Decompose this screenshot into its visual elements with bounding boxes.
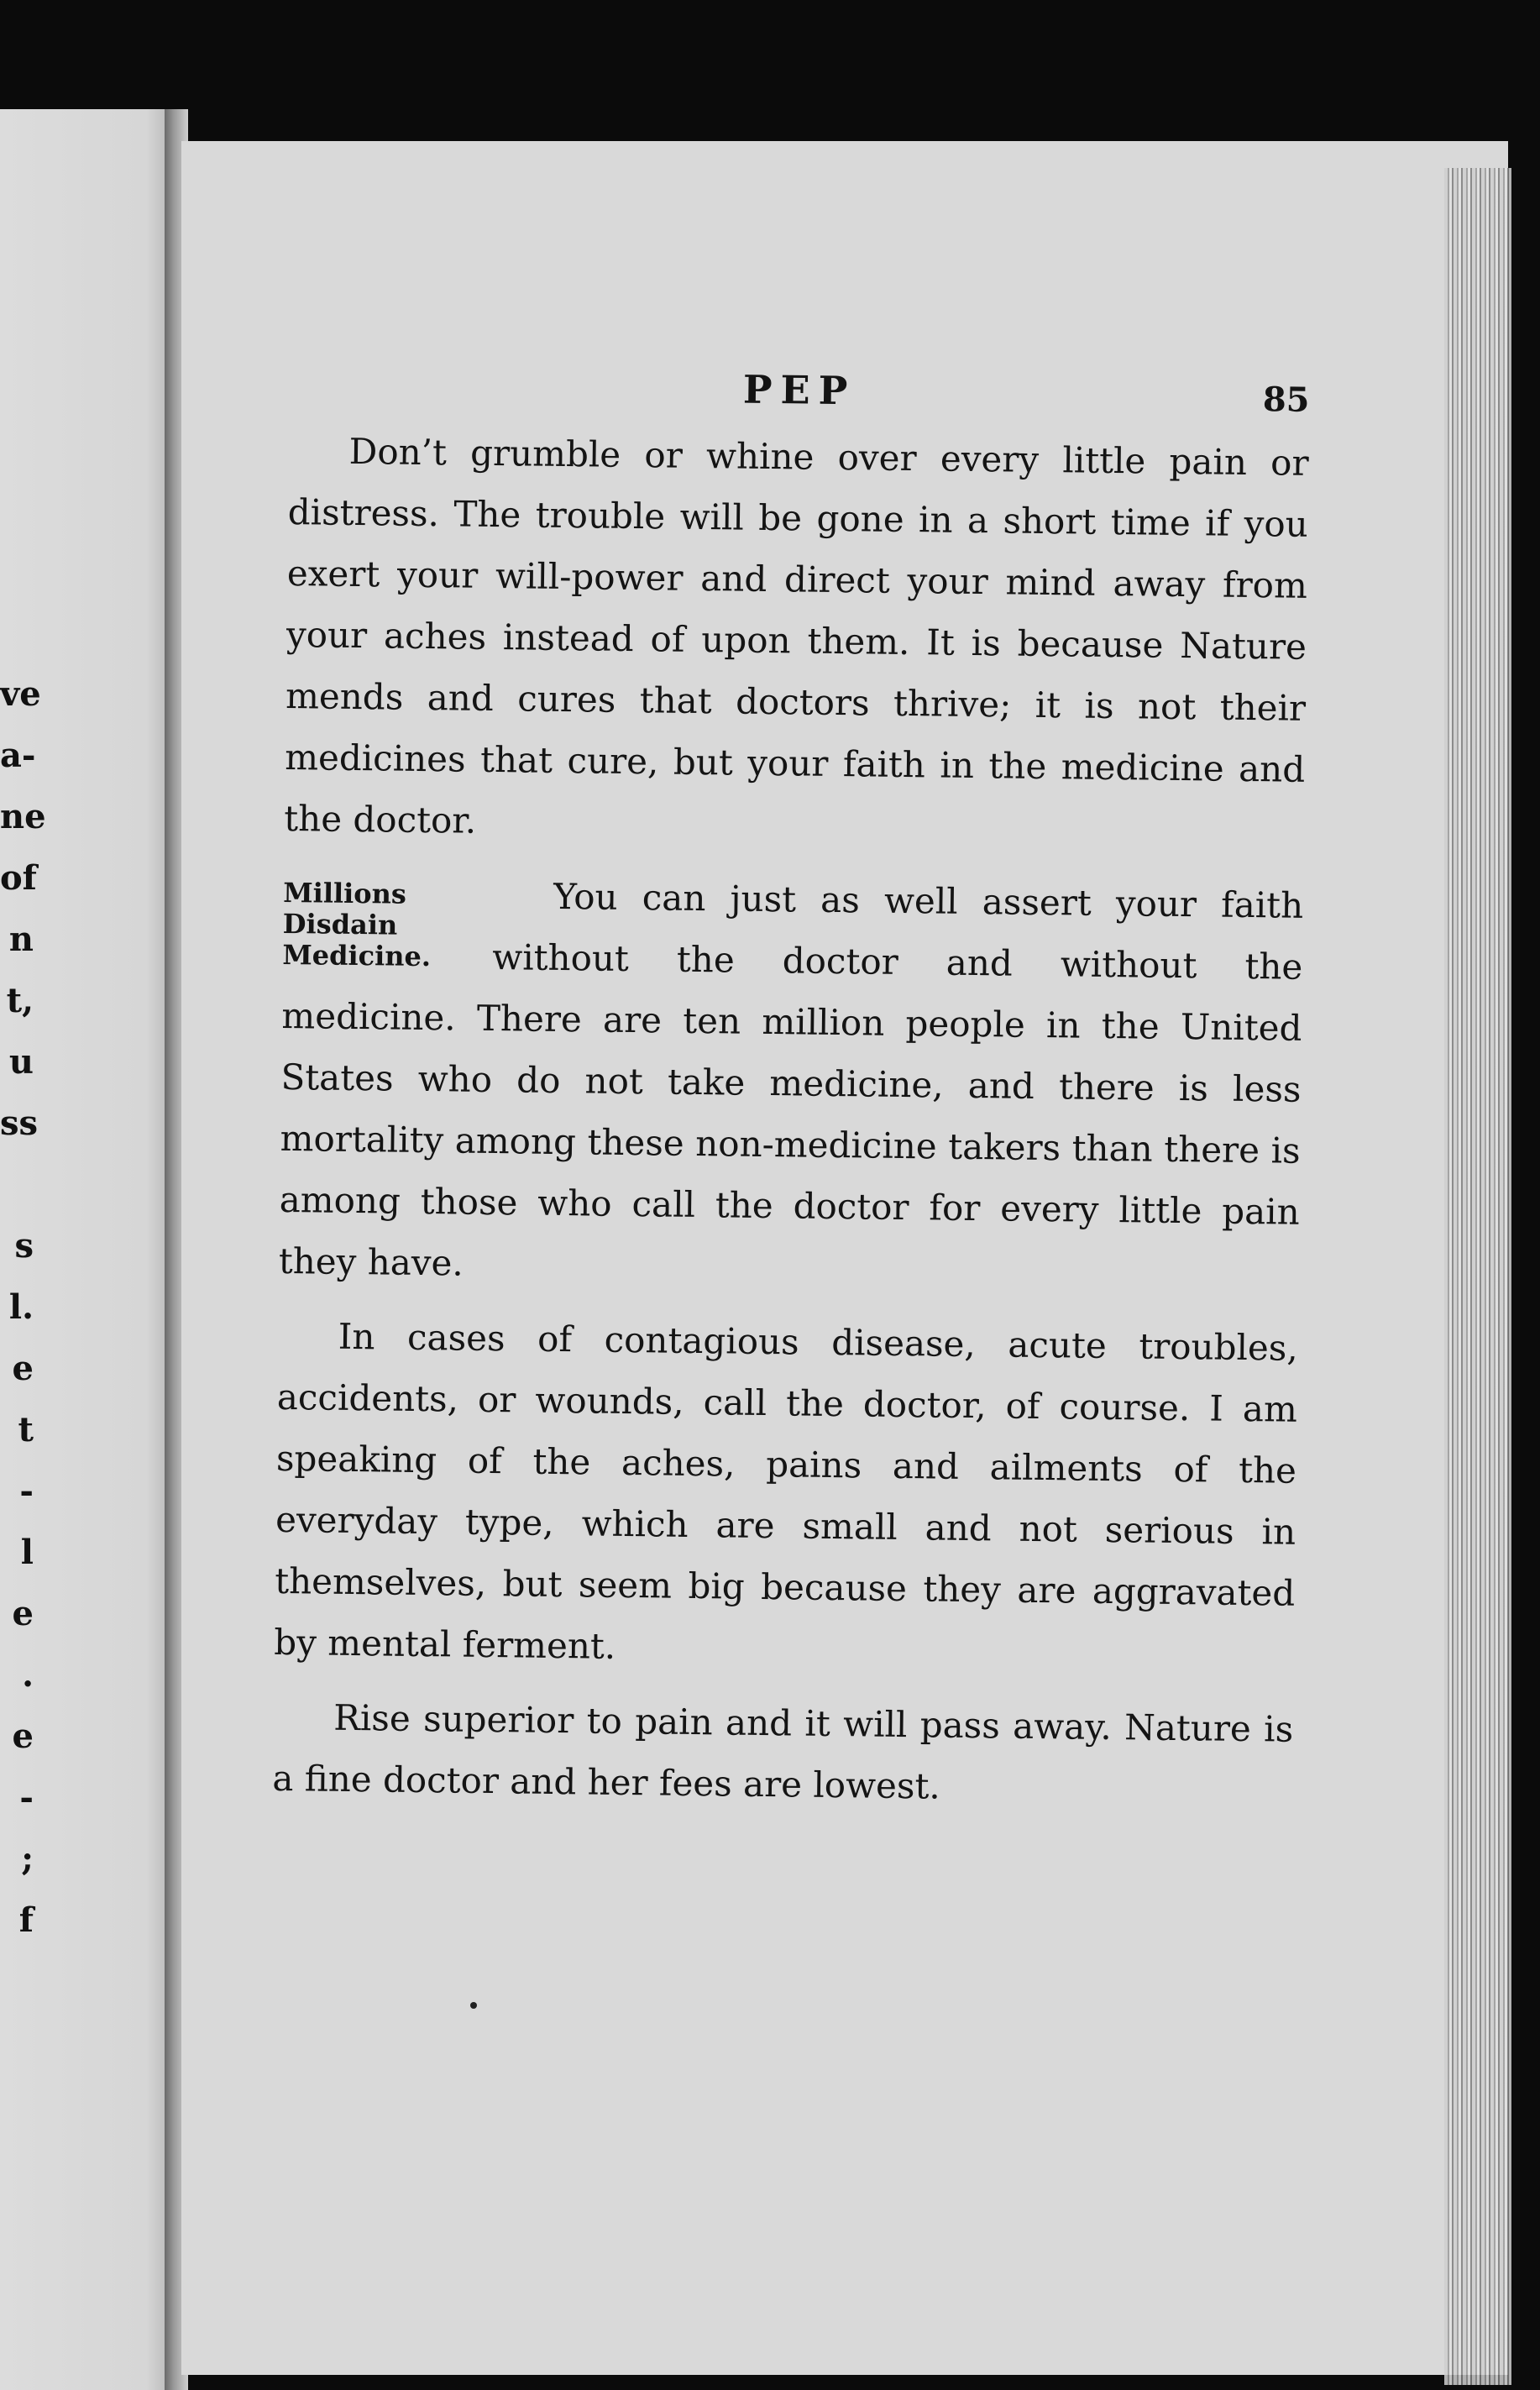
fragment: l. bbox=[8, 1287, 34, 1327]
sidenote-line: Millions bbox=[283, 876, 407, 910]
fragment: ve bbox=[0, 674, 41, 714]
fragment: e bbox=[12, 1594, 34, 1633]
paragraph-3: In cases of contagious disease, acute troubles, accidents, or wounds, call the doctor, of course. I am speaking of the aches, pains and ailments of the everyday type, which are small and not serious in themselves, but seem big because they are aggravated by mental ferment. bbox=[274, 1315, 1299, 1667]
paragraph-4: Rise superior to pain and it will pass away. Nature is a fine doctor and her fees are lowest. bbox=[272, 1696, 1294, 1807]
paragraph-1: Don’t grumble or whine over every little pain or distress. The trouble will be gone in a short time if you exert your will-power and direct your mind away from your aches instead of upon them. It is because Nature mends and cures that doctors thrive; it is not their medicines that cure, but your faith in the medicine and the doctor. bbox=[284, 430, 1309, 841]
fragment: t, bbox=[6, 981, 34, 1020]
fragment: ne bbox=[0, 797, 46, 836]
page-edges bbox=[1444, 168, 1511, 2385]
running-title: PEP bbox=[742, 366, 856, 414]
page-text-block bbox=[272, 361, 1310, 1821]
fragment: of bbox=[0, 858, 37, 898]
fragment: l bbox=[20, 1533, 34, 1572]
page-number: 85 bbox=[1262, 380, 1310, 420]
paragraph-2-text: You can just as well assert your faith without the doctor and without the medicine. There are ten million people in the United States who do not take medicine, and there is less mortality among these non-medicine takers than there is among those who call the doctor for every little pain they have. bbox=[278, 875, 1304, 1284]
running-head bbox=[289, 361, 1310, 432]
paragraph-2 bbox=[278, 862, 1303, 1304]
fragment: - bbox=[19, 1471, 34, 1511]
sidenote-line: Medicine. bbox=[282, 938, 432, 973]
fragment bbox=[0, 1154, 34, 1215]
fragment: e bbox=[12, 1717, 34, 1756]
fragment: t bbox=[18, 1410, 34, 1449]
marginal-sidenote bbox=[282, 878, 493, 973]
fragment: . bbox=[22, 1655, 34, 1695]
sidenote-line: Disdain bbox=[282, 907, 398, 941]
fragment: n bbox=[8, 920, 34, 959]
fragment: ss bbox=[0, 1103, 39, 1143]
fragment: ; bbox=[21, 1839, 34, 1879]
fragment: e bbox=[12, 1349, 34, 1388]
fragment: u bbox=[8, 1042, 34, 1082]
left-page-text-fragments bbox=[0, 663, 46, 1951]
fragment: f bbox=[18, 1900, 34, 1940]
fragment: a- bbox=[0, 736, 36, 775]
fragment: s bbox=[14, 1226, 34, 1266]
ink-speck bbox=[470, 2002, 477, 2009]
fragment: - bbox=[19, 1778, 34, 1817]
